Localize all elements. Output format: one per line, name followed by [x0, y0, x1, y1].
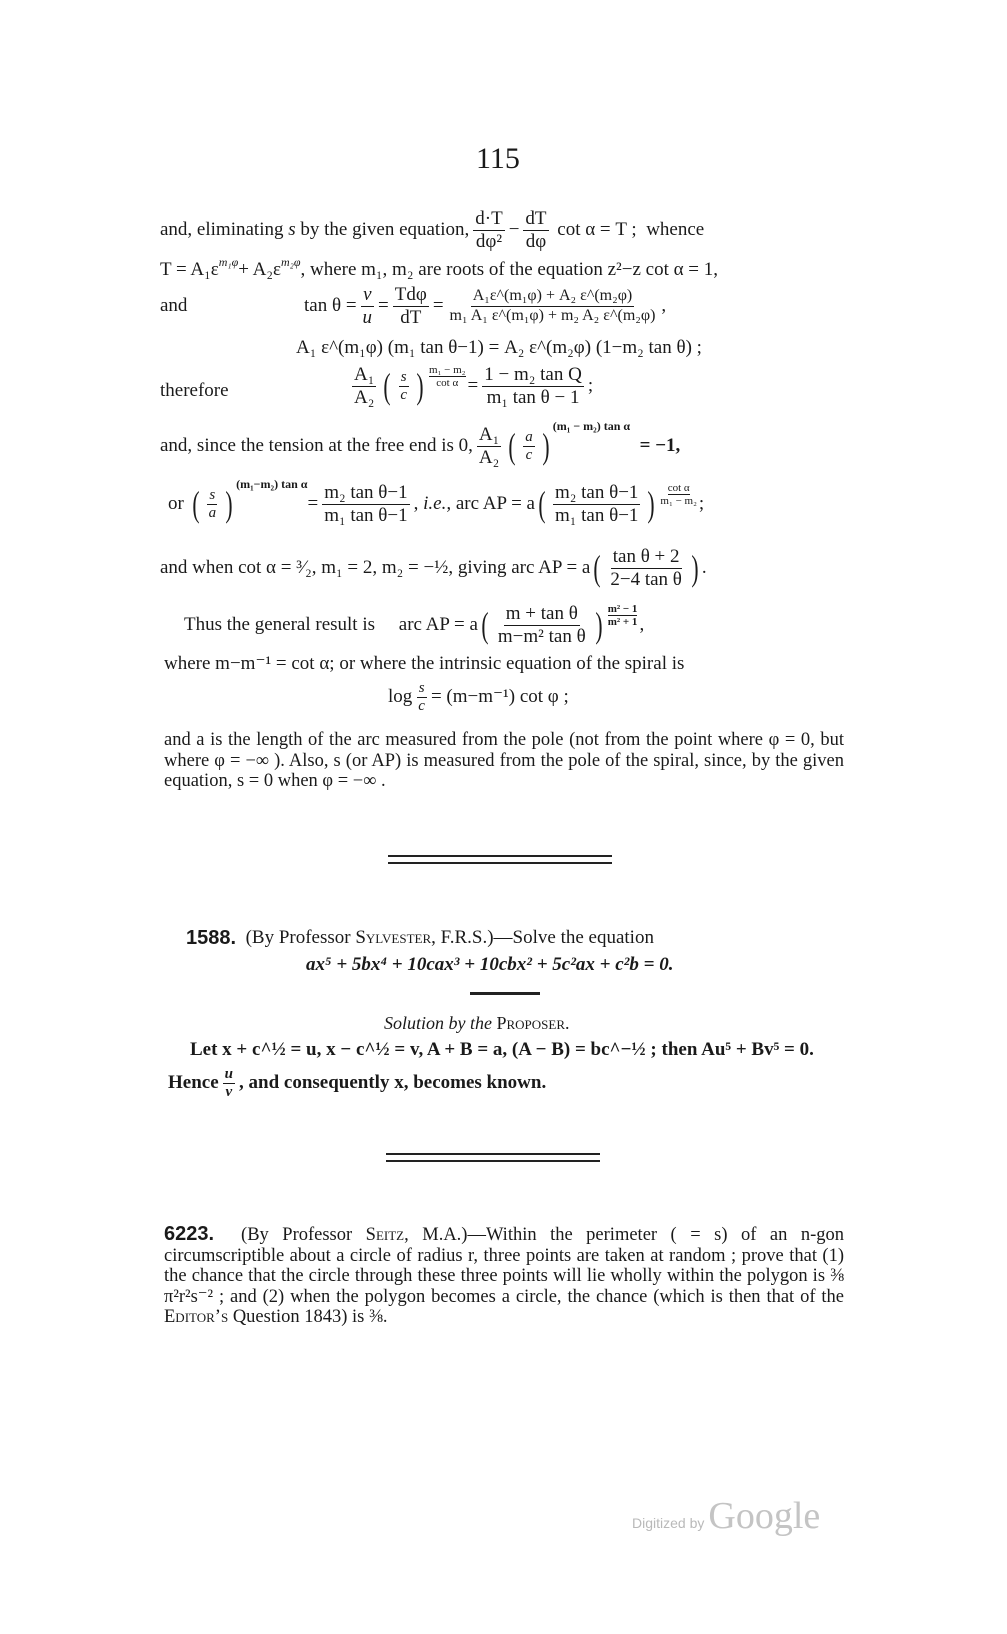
denominator: dφ: [525, 230, 547, 252]
fraction: [223, 1066, 235, 1102]
text: or: [168, 492, 184, 514]
operator: =: [307, 492, 319, 514]
numerator: m₂ tan θ−1: [324, 482, 408, 503]
text: Solution by the: [384, 1013, 492, 1033]
text: (By Professor: [241, 1225, 353, 1245]
denominator: cot α: [436, 377, 459, 390]
text: and, eliminating: [160, 218, 284, 240]
exponent: (m₁ − m₂) tan α: [552, 419, 631, 433]
denominator: m₁ tan θ − 1: [486, 386, 580, 408]
denominator: a: [208, 504, 217, 521]
fraction: [361, 284, 375, 329]
exponent-fraction: [608, 603, 638, 628]
watermark-text: Digitized by: [632, 1515, 705, 1531]
denominator: c: [525, 446, 533, 463]
question-1588-equation: ax⁵ + 5bx⁴ + 10cax³ + 10cbx² + 5c²ax + c²b = 0.: [306, 954, 674, 975]
equation-line-11: [388, 680, 569, 716]
text: ,: [639, 613, 645, 635]
equation-line-1: [160, 208, 704, 253]
numerator: cot α: [667, 482, 690, 494]
paren-close: ): [691, 548, 699, 589]
section-divider: [386, 1153, 600, 1162]
equation-line-3: [304, 284, 666, 329]
numerator: s: [207, 487, 217, 505]
proposer-name: Proposer.: [496, 1013, 570, 1033]
section-divider: [388, 855, 612, 864]
denominator: m₁ tan θ−1: [324, 504, 408, 526]
question-number: 1588.: [186, 927, 237, 949]
fraction: [482, 364, 584, 409]
editor-name: Editor’s: [164, 1307, 229, 1327]
text: , F.R.S.)—Solve the equation: [431, 926, 654, 948]
question-number: 6223.: [164, 1223, 215, 1245]
author-name: Sylvester: [355, 926, 432, 948]
short-rule: [470, 992, 540, 995]
denominator: A₂: [478, 446, 500, 468]
numerator: dT: [525, 208, 547, 229]
fraction: [553, 482, 640, 527]
google-logo: Google: [708, 1495, 821, 1537]
numerator: a: [523, 429, 535, 447]
paren-close: ): [595, 605, 603, 646]
denominator: A₂: [354, 386, 375, 408]
paren-close: ): [647, 484, 656, 525]
numerator: d·T: [475, 208, 503, 229]
text: Hence: [168, 1072, 219, 1094]
fraction: [398, 369, 409, 405]
denominator: m₁ A₁ ε^(m₁φ) + m₂ A₂ ε^(m₂φ): [449, 306, 656, 324]
denominator: dφ²: [475, 230, 503, 252]
equation-line-4: A₁ ε^(m₁φ) (m₁ tan θ−1) = A₂ ε^(m₂φ) (1−m₂ tan θ) ;: [296, 337, 702, 358]
text: arc AP = a: [398, 613, 478, 635]
text: (By Professor: [245, 926, 351, 948]
therefore-label: therefore: [160, 380, 229, 401]
fraction: [523, 208, 548, 253]
operator: −: [508, 218, 520, 240]
fraction: [496, 603, 588, 648]
paren-open: (: [508, 426, 516, 467]
paragraph-arc-length: and a is the length of the arc measured from the pole (not from the point where φ = 0, but where φ = −∞ ). Also, s (or AP) is measured from the pole of the spiral, since, by the given equation, s = 0 when φ = −∞ .: [164, 730, 844, 791]
operator: =: [378, 294, 389, 316]
text: and when cot α = ³⁄₂, m₁ = 2, m₂ = −½, giving arc AP = a: [160, 556, 591, 578]
numerator: A₁ε^(m₁φ) + A₂ ε^(m₂φ): [471, 287, 635, 306]
numerator: m₂ tan θ−1: [554, 482, 639, 503]
question-6223: [164, 1224, 844, 1328]
paren-open: (: [593, 548, 601, 589]
numerator: m² − 1: [607, 603, 638, 615]
text: i.e.,: [423, 492, 452, 514]
numerator: s: [399, 369, 409, 387]
text: cot α = T ;: [557, 218, 637, 240]
numerator: v: [363, 284, 372, 305]
exponent: m₁φ: [218, 255, 239, 269]
fraction: [477, 424, 501, 469]
text: ,: [661, 294, 667, 316]
numerator: 1 − m₂ tan Q: [484, 364, 582, 385]
denominator: dT: [400, 306, 422, 328]
text: Question 1843) is ⅜.: [232, 1307, 388, 1327]
text: tan θ =: [304, 294, 357, 316]
fraction: [608, 546, 684, 591]
equation-line-6: [160, 419, 681, 469]
text: Thus the general result is: [184, 613, 376, 635]
fraction: [322, 482, 409, 527]
fraction: [416, 680, 427, 716]
text: T = A₁ε: [160, 259, 219, 280]
numerator: u: [223, 1066, 235, 1084]
author-name: Seitz: [365, 1225, 405, 1245]
paren-close: ): [416, 366, 424, 407]
page-number: 115: [476, 142, 520, 175]
exponent: (m₁−m₂) tan α: [236, 477, 308, 491]
text: ;: [587, 374, 594, 396]
text: + A₂ε: [238, 259, 281, 280]
denominator: u: [362, 306, 373, 328]
equation-line-9: [184, 603, 644, 648]
text: = (m−m⁻¹) cot φ ;: [430, 686, 569, 708]
and-label: and: [160, 295, 188, 316]
fraction: [523, 429, 535, 465]
paren-open: (: [383, 366, 391, 407]
fraction: [207, 487, 219, 523]
denominator: c: [400, 386, 408, 403]
text: ;: [698, 492, 705, 514]
equation-line-10: where m−m⁻¹ = cot α; or where the intrinsic equation of the spiral is: [164, 653, 685, 674]
solution-line-2: [168, 1066, 546, 1102]
denominator: m−m² tan θ: [497, 625, 586, 647]
denominator: 2−4 tan θ: [610, 568, 682, 590]
text: , where m₁, m₂ are roots of the equation z²−z cot α = 1,: [300, 259, 719, 280]
equation-line-2: [160, 255, 719, 281]
text: whence: [646, 218, 705, 240]
numerator: m₁ − m₂: [429, 364, 466, 376]
text: and, since the tension at the free end is 0,: [160, 434, 473, 456]
equation-line-7: or ( $\frac{s}{a}$ ) (m₁−m₂) tan α = $\frac{\text{m₂ tan θ−1}}{\text{m₁ tan θ−1}}$ , i.e., arc AP = a ( $\frac{\text{m₂ tan θ−1}}{\text{m₁ tan θ−1}}$ ) $\frac{\text{cot α}}{\text{m₁ − m₂}}$ ;: [168, 477, 705, 526]
paren-open: (: [481, 605, 489, 646]
exponent-fraction: [429, 364, 466, 389]
operator: =: [467, 374, 479, 396]
text: , and consequently x, becomes known.: [239, 1072, 547, 1094]
denominator: m₁ tan θ−1: [554, 504, 639, 526]
text: by the given equation,: [300, 218, 470, 240]
numerator: A₁: [478, 424, 500, 445]
paren-close: ): [542, 426, 550, 467]
var: s: [288, 218, 296, 240]
equation-line-5: [348, 364, 593, 409]
exponent: m₂φ: [281, 255, 301, 269]
denominator: m₁ − m₂: [660, 495, 697, 508]
paren-open: (: [191, 484, 200, 525]
equation-line-8: [160, 546, 707, 591]
question-1588-heading: [186, 927, 654, 949]
denominator: v: [225, 1084, 233, 1101]
text: arc AP = a: [455, 492, 535, 514]
exponent-fraction: [660, 482, 697, 507]
text: log: [388, 686, 413, 708]
numerator: Tdφ: [394, 284, 427, 305]
google-watermark: [632, 1494, 820, 1538]
text: , M.A.)—Within the perimeter ( = s) of an n-gon circumscriptible about a circle of radius r, three points are taken at random ; prove that (1) the chance that the circle through these three points will lie wholly within the polygon is ⅜ π²r²s⁻² ; and (2) when the polygon becomes a circle, the chance (which is then that of the: [164, 1225, 844, 1307]
numerator: tan θ + 2: [612, 546, 680, 567]
fraction: [393, 284, 429, 329]
numerator: m + tan θ: [505, 603, 578, 624]
numerator: s: [417, 680, 427, 698]
numerator: A₁: [354, 364, 375, 385]
solution-heading: [384, 1014, 570, 1034]
paren-close: ): [225, 484, 233, 525]
paren-open: (: [538, 484, 546, 525]
fraction: [473, 208, 504, 253]
denominator: c: [418, 698, 425, 715]
text: .: [701, 556, 707, 578]
denominator: m² + 1: [607, 616, 638, 629]
text: = −1,: [639, 434, 681, 456]
fraction: [352, 364, 376, 409]
fraction: [448, 287, 658, 325]
operator: =: [432, 294, 444, 316]
solution-line-1: Let x + c^½ = u, x − c^½ = v, A + B = a, (A − B) = bc^−½ ; then Au⁵ + Bv⁵ = 0.: [190, 1039, 814, 1060]
